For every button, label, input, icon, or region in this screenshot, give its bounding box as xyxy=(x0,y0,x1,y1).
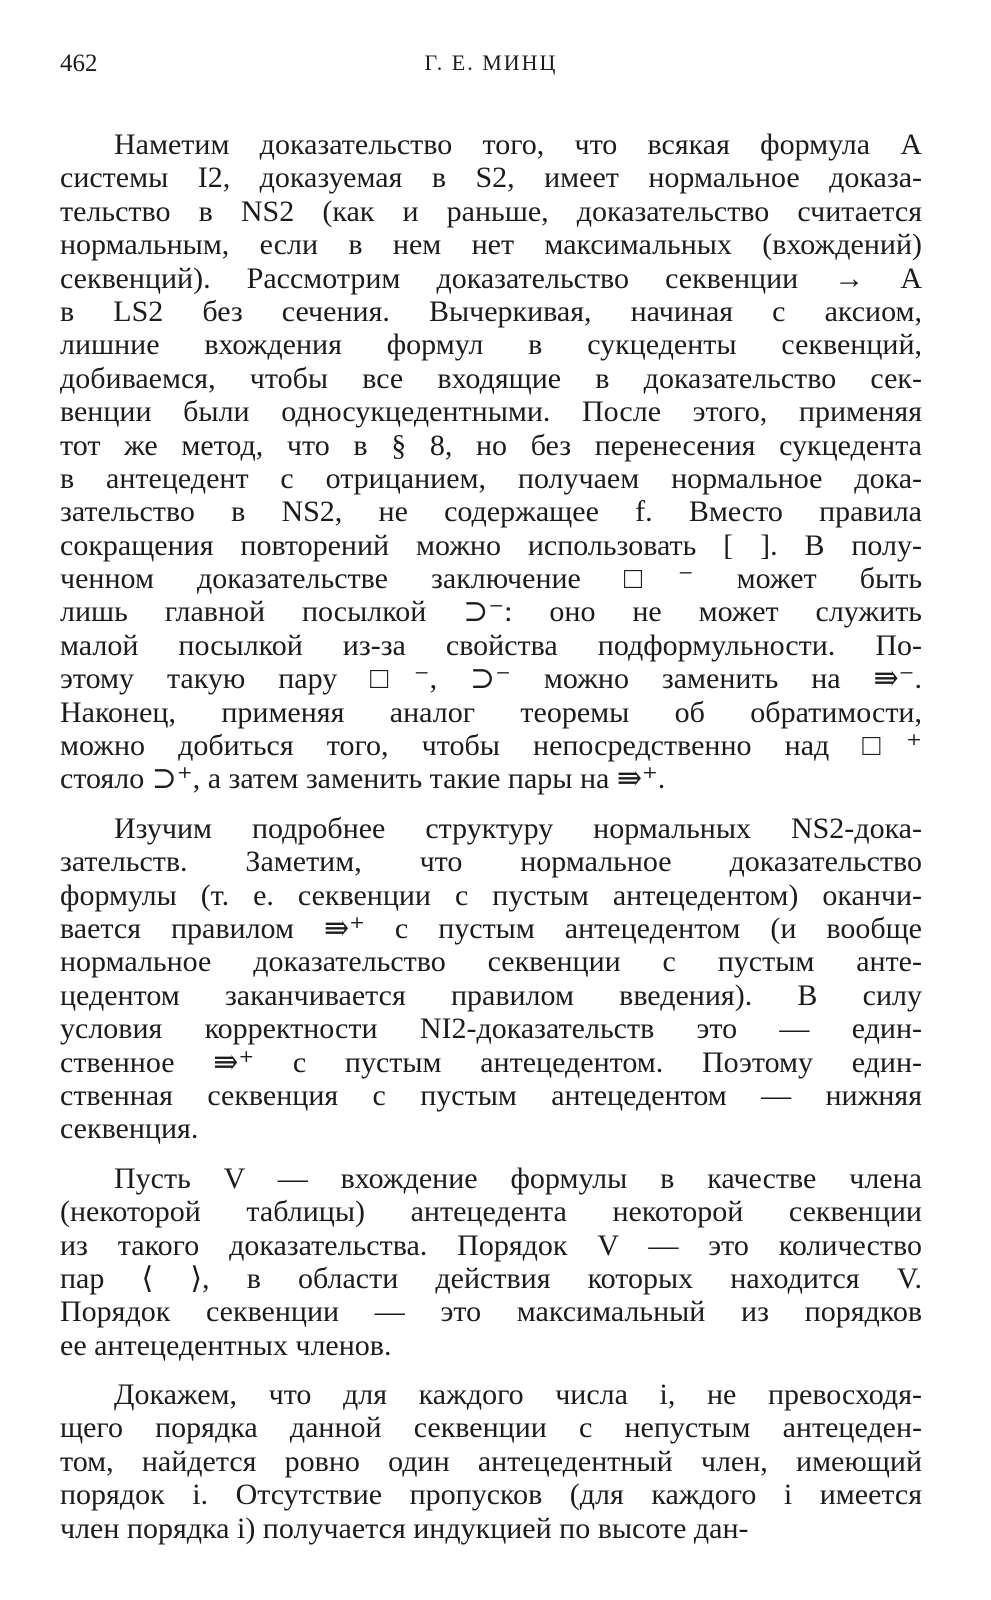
text-line: ченном доказательстве заключение □⁻ может быть xyxy=(60,562,922,596)
text-line: секвенций). Рассмотрим доказательство секвенции → A xyxy=(60,261,922,295)
text-line: венции были односукцедентными. После этого, применяя xyxy=(60,395,922,429)
text-line: малой посылкой из-за свойства подформульности. По- xyxy=(60,628,922,662)
text-line: нормальным, если в нем нет максимальных (вхождений) xyxy=(60,228,922,262)
text-line: секвенция. xyxy=(60,1112,199,1146)
text-line: цедентом заканчивается правилом введения). В силу xyxy=(60,978,922,1012)
text-line: условия корректности NI2-доказательств это — един- xyxy=(60,1012,922,1046)
text-line: зательств. Заметим, что нормальное доказательство xyxy=(60,845,922,879)
text-line: тельство в NS2 (как и раньше, доказательство считается xyxy=(60,194,922,228)
text-line: лишние вхождения формул в сукцеденты секвенций, xyxy=(60,328,922,362)
text-line: в LS2 без сечения. Вычеркивая, начиная с аксиом, xyxy=(60,294,922,328)
paragraph xyxy=(60,1378,922,1545)
text-line: стояло ⊃⁺, а затем заменить такие пары на ⇛⁺. xyxy=(60,762,666,796)
text-line: из такого доказательства. Порядок V — это количество xyxy=(60,1228,922,1262)
running-head: Г. Е. МИНЦ xyxy=(424,50,558,75)
text-line: в антецедент с отрицанием, получаем нормальное дока- xyxy=(60,461,922,495)
text-line: Докажем, что для каждого числа i, не превосходя- xyxy=(114,1378,922,1412)
text-line: (некоторой таблицы) антецедента некоторой секвенции xyxy=(60,1195,922,1229)
text-line: формулы (т. е. секвенции с пустым антецедентом) оканчи- xyxy=(60,878,922,912)
text-line: Пусть V — вхождение формулы в качестве члена xyxy=(114,1161,922,1195)
text-line: этому такую пару □⁻, ⊃⁻ можно заменить на ⇛⁻. xyxy=(60,662,922,696)
text-line: Порядок секвенции — это максимальный из порядков xyxy=(60,1295,922,1329)
page-header xyxy=(60,40,922,88)
text-line: зательство в NS2, не содержащее f. Вместо правила xyxy=(60,495,922,529)
text-line: системы I2, доказуемая в S2, имеет нормальное доказа- xyxy=(60,161,922,195)
text-line: ственное ⇛⁺ с пустым антецедентом. Поэтому един- xyxy=(60,1045,922,1079)
text-line: порядок i. Отсутствие пропусков (для каждого i имеется xyxy=(60,1478,922,1512)
text-line: ее антецедентных членов. xyxy=(60,1328,392,1362)
text-line: лишь главной посылкой ⊃⁻: оно не может служить xyxy=(60,595,922,629)
paragraph xyxy=(60,1162,922,1362)
book-page xyxy=(60,40,922,1561)
text-line: добиваемся, чтобы все входящие в доказательство сек- xyxy=(60,361,922,395)
text-line: член порядка i) получается индукцией по высоте дан- xyxy=(60,1511,749,1545)
text-line: ственная секвенция с пустым антецедентом — нижняя xyxy=(60,1078,922,1112)
text-line: вается правилом ⇛⁺ с пустым антецедентом (и вообще xyxy=(60,911,922,945)
text-line: пар ⟨ ⟩, в области действия которых находится V. xyxy=(60,1261,922,1295)
text-line: Изучим подробнее структуру нормальных NS2-дока- xyxy=(114,811,922,845)
page-body xyxy=(60,128,922,1545)
text-line: тот же метод, что в § 8, но без перенесения сукцедента xyxy=(60,428,922,462)
text-line: нормальное доказательство секвенции с пустым анте- xyxy=(60,945,922,979)
text-line: Наконец, применяя аналог теоремы об обратимости, xyxy=(60,695,922,729)
text-line: можно добиться того, чтобы непосредственно над □⁺ xyxy=(60,729,922,763)
page-number: 462 xyxy=(60,50,98,77)
text-line: том, найдется ровно один антецедентный член, имеющий xyxy=(60,1444,922,1478)
text-line: Наметим доказательство того, что всякая формула A xyxy=(114,128,922,161)
text-line: сокращения повторений можно использовать [ ]. В полу- xyxy=(60,528,922,562)
paragraph xyxy=(60,812,922,1146)
paragraph xyxy=(60,128,922,796)
text-line: щего порядка данной секвенции с непустым антецеден- xyxy=(60,1411,922,1445)
